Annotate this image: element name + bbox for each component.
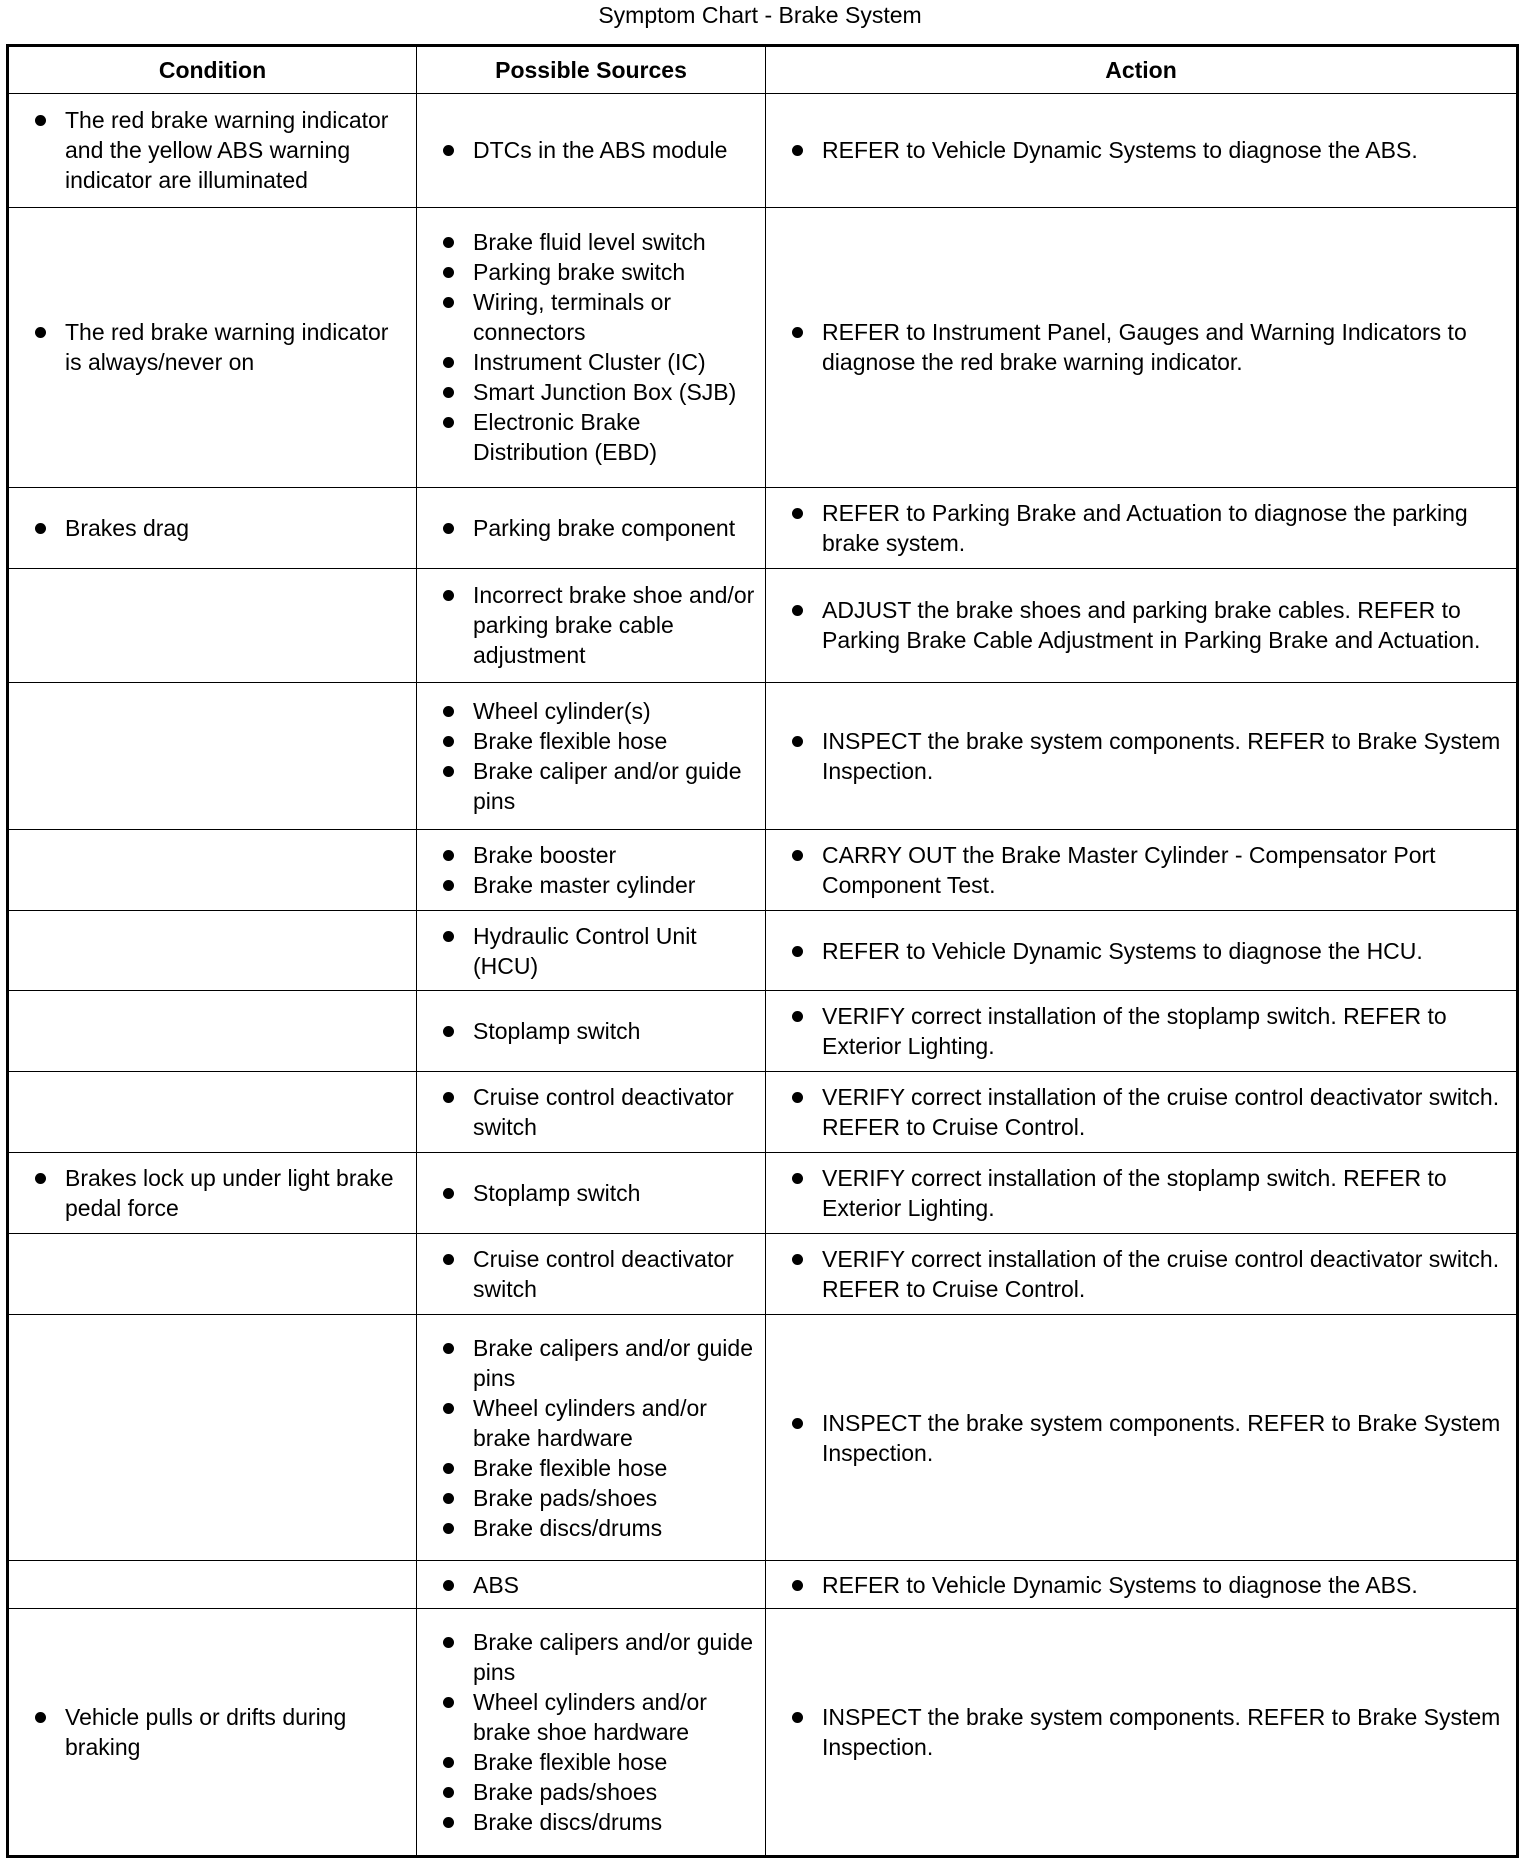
sources-cell xyxy=(417,1072,766,1153)
condition-text: The red brake warning indicator and the yellow ABS warning indicator are illuminated xyxy=(33,105,408,195)
action-text: ADJUST the brake shoes and parking brake cables. REFER to Parking Brake Cable Adjustment in Parking Brake and Actuation. xyxy=(790,595,1508,655)
action-list xyxy=(790,840,1508,900)
condition-cell xyxy=(8,1608,417,1856)
list-item: Parking brake component xyxy=(441,513,757,543)
list-item: Wheel cylinders and/or brake hardware xyxy=(441,1393,757,1453)
action-cell xyxy=(766,94,1518,208)
table-row xyxy=(8,1072,1518,1153)
action-text: CARRY OUT the Brake Master Cylinder - Compensator Port Component Test. xyxy=(790,840,1508,900)
sources-list xyxy=(441,696,757,816)
condition-cell xyxy=(8,1153,417,1234)
list-item: Brake flexible hose xyxy=(441,726,757,756)
sources-cell xyxy=(417,1608,766,1856)
action-list xyxy=(790,135,1508,165)
action-list xyxy=(790,595,1508,655)
condition-list xyxy=(33,105,408,195)
sources-cell xyxy=(417,207,766,487)
table-row xyxy=(8,94,1518,208)
list-item: Brake discs/drums xyxy=(441,1807,757,1837)
list-item: Cruise control deactivator switch xyxy=(441,1244,757,1304)
action-text: VERIFY correct installation of the cruise control deactivator switch. REFER to Cruise Control. xyxy=(790,1082,1508,1142)
table-row xyxy=(8,1561,1518,1609)
condition-list xyxy=(33,513,408,543)
list-item: Stoplamp switch xyxy=(441,1016,757,1046)
sources-cell xyxy=(417,487,766,568)
action-text: REFER to Vehicle Dynamic Systems to diagnose the ABS. xyxy=(790,135,1508,165)
sources-list xyxy=(441,1244,757,1304)
list-item: Wheel cylinder(s) xyxy=(441,696,757,726)
header-row xyxy=(8,46,1518,94)
action-text: VERIFY correct installation of the stoplamp switch. REFER to Exterior Lighting. xyxy=(790,1163,1508,1223)
action-cell xyxy=(766,682,1518,829)
list-item: Instrument Cluster (IC) xyxy=(441,347,757,377)
table-row xyxy=(8,487,1518,568)
sources-list xyxy=(441,135,757,165)
action-cell xyxy=(766,1072,1518,1153)
action-list xyxy=(790,936,1508,966)
sources-list xyxy=(441,227,757,467)
action-list xyxy=(790,1163,1508,1223)
action-text: VERIFY correct installation of the cruise control deactivator switch. REFER to Cruise Control. xyxy=(790,1244,1508,1304)
table-row xyxy=(8,910,1518,991)
sources-cell xyxy=(417,991,766,1072)
condition-cell xyxy=(8,94,417,208)
page-title: Symptom Chart - Brake System xyxy=(598,2,922,28)
action-cell xyxy=(766,1561,1518,1609)
list-item: Parking brake switch xyxy=(441,257,757,287)
condition-cell xyxy=(8,207,417,487)
list-item: Brake calipers and/or guide pins xyxy=(441,1627,757,1687)
action-list xyxy=(790,1702,1508,1762)
action-text: INSPECT the brake system components. REFER to Brake System Inspection. xyxy=(790,1702,1508,1762)
action-cell xyxy=(766,829,1518,910)
sources-list xyxy=(441,580,757,670)
table-row xyxy=(8,1608,1518,1856)
action-text: VERIFY correct installation of the stoplamp switch. REFER to Exterior Lighting. xyxy=(790,1001,1508,1061)
list-item: Brake caliper and/or guide pins xyxy=(441,756,757,816)
list-item: Brake flexible hose xyxy=(441,1453,757,1483)
action-text: REFER to Instrument Panel, Gauges and Warning Indicators to diagnose the red brake warning indicator. xyxy=(790,317,1508,377)
condition-cell xyxy=(8,682,417,829)
action-cell xyxy=(766,568,1518,682)
sources-cell xyxy=(417,829,766,910)
list-item: Wiring, terminals or connectors xyxy=(441,287,757,347)
list-item: Electronic Brake Distribution (EBD) xyxy=(441,407,757,467)
action-cell xyxy=(766,487,1518,568)
symptom-table xyxy=(6,44,1519,1858)
table-row xyxy=(8,207,1518,487)
table-row xyxy=(8,1314,1518,1561)
condition-cell xyxy=(8,568,417,682)
header-possible-sources: Possible Sources xyxy=(417,46,766,94)
condition-cell xyxy=(8,487,417,568)
sources-cell xyxy=(417,910,766,991)
condition-cell xyxy=(8,910,417,991)
header-condition: Condition xyxy=(8,46,417,94)
sources-list xyxy=(441,1016,757,1046)
list-item: Cruise control deactivator switch xyxy=(441,1082,757,1142)
condition-cell xyxy=(8,1314,417,1561)
sources-list xyxy=(441,921,757,981)
condition-cell xyxy=(8,1072,417,1153)
list-item: DTCs in the ABS module xyxy=(441,135,757,165)
condition-text: Vehicle pulls or drifts during braking xyxy=(33,1702,408,1762)
table-row xyxy=(8,682,1518,829)
list-item: Brake booster xyxy=(441,840,757,870)
list-item: Incorrect brake shoe and/or parking brake cable adjustment xyxy=(441,580,757,670)
list-item: Stoplamp switch xyxy=(441,1178,757,1208)
table-body xyxy=(8,94,1518,1857)
action-list xyxy=(790,1001,1508,1061)
header-action: Action xyxy=(766,46,1518,94)
sources-list xyxy=(441,1627,757,1837)
sources-cell xyxy=(417,682,766,829)
action-list xyxy=(790,1244,1508,1304)
condition-cell xyxy=(8,829,417,910)
action-cell xyxy=(766,910,1518,991)
list-item: Hydraulic Control Unit (HCU) xyxy=(441,921,757,981)
action-list xyxy=(790,1082,1508,1142)
sources-cell xyxy=(417,568,766,682)
action-cell xyxy=(766,1314,1518,1561)
list-item: Wheel cylinders and/or brake shoe hardware xyxy=(441,1687,757,1747)
sources-list xyxy=(441,840,757,900)
action-list xyxy=(790,317,1508,377)
table-row xyxy=(8,568,1518,682)
table-row xyxy=(8,1153,1518,1234)
sources-cell xyxy=(417,1314,766,1561)
condition-text: Brakes lock up under light brake pedal force xyxy=(33,1163,408,1223)
list-item: Brake discs/drums xyxy=(441,1513,757,1543)
sources-cell xyxy=(417,1153,766,1234)
list-item: Brake fluid level switch xyxy=(441,227,757,257)
action-list xyxy=(790,498,1508,558)
sources-cell xyxy=(417,1561,766,1609)
action-cell xyxy=(766,991,1518,1072)
action-cell xyxy=(766,1233,1518,1314)
action-text: REFER to Vehicle Dynamic Systems to diagnose the HCU. xyxy=(790,936,1508,966)
action-text: INSPECT the brake system components. REFER to Brake System Inspection. xyxy=(790,1408,1508,1468)
table-row xyxy=(8,829,1518,910)
action-text: REFER to Parking Brake and Actuation to diagnose the parking brake system. xyxy=(790,498,1508,558)
sources-list xyxy=(441,1333,757,1543)
action-text: INSPECT the brake system components. REFER to Brake System Inspection. xyxy=(790,726,1508,786)
action-list xyxy=(790,726,1508,786)
list-item: Brake flexible hose xyxy=(441,1747,757,1777)
list-item: Brake pads/shoes xyxy=(441,1777,757,1807)
list-item: Brake pads/shoes xyxy=(441,1483,757,1513)
table-row xyxy=(8,1233,1518,1314)
condition-text: Brakes drag xyxy=(33,513,408,543)
list-item: Smart Junction Box (SJB) xyxy=(441,377,757,407)
action-list xyxy=(790,1408,1508,1468)
action-cell xyxy=(766,1608,1518,1856)
sources-list xyxy=(441,1178,757,1208)
condition-cell xyxy=(8,1561,417,1609)
condition-list xyxy=(33,1163,408,1223)
condition-cell xyxy=(8,991,417,1072)
list-item: ABS xyxy=(441,1570,757,1600)
list-item: Brake master cylinder xyxy=(441,870,757,900)
condition-list xyxy=(33,1702,408,1762)
table-row xyxy=(8,991,1518,1072)
condition-text: The red brake warning indicator is always/never on xyxy=(33,317,408,377)
sources-cell xyxy=(417,94,766,208)
list-item: Brake calipers and/or guide pins xyxy=(441,1333,757,1393)
action-cell xyxy=(766,1153,1518,1234)
sources-cell xyxy=(417,1233,766,1314)
sources-list xyxy=(441,1082,757,1142)
action-text: REFER to Vehicle Dynamic Systems to diagnose the ABS. xyxy=(790,1570,1508,1600)
action-cell xyxy=(766,207,1518,487)
condition-list xyxy=(33,317,408,377)
sources-list xyxy=(441,1570,757,1600)
condition-cell xyxy=(8,1233,417,1314)
sources-list xyxy=(441,513,757,543)
action-list xyxy=(790,1570,1508,1600)
